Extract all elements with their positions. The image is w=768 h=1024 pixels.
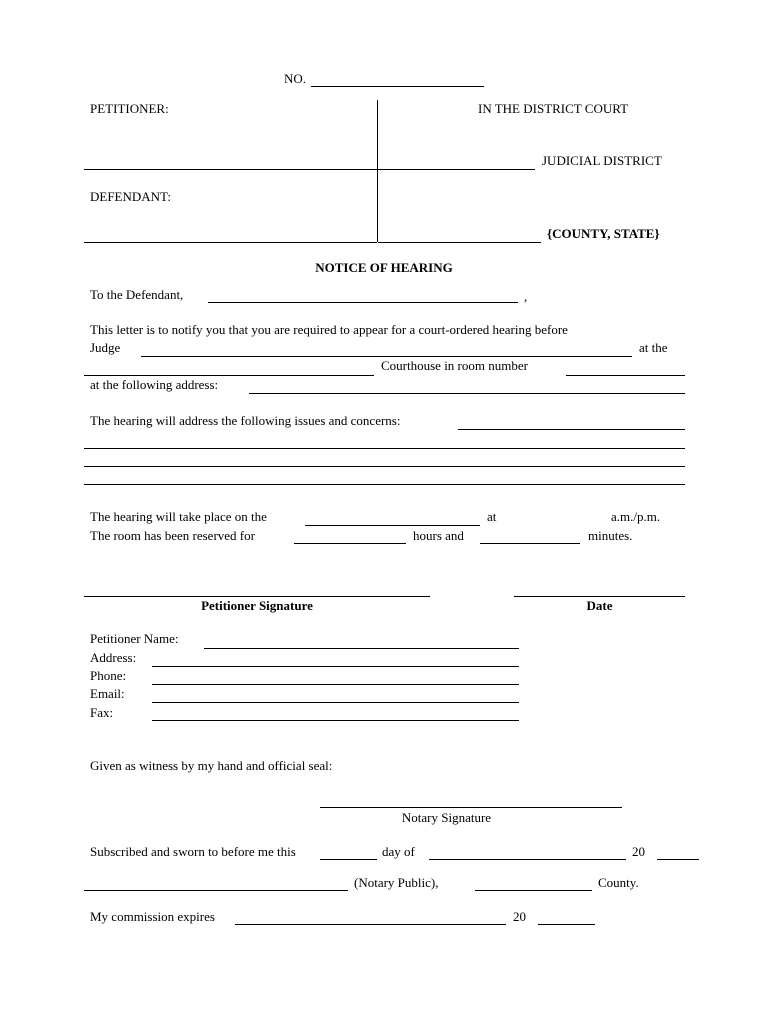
subscribed-label: Subscribed and sworn to before me this: [90, 844, 296, 859]
address-label: at the following address:: [90, 377, 219, 392]
year-field[interactable]: [657, 859, 699, 860]
petitioner-signature-field[interactable]: [84, 596, 430, 597]
ampm-label: a.m./p.m.: [611, 509, 661, 524]
case-number-label: NO.: [284, 71, 307, 86]
court-label: IN THE DISTRICT COURT: [478, 101, 629, 116]
notify-text: This letter is to notify you that you are required to appear for a court-ordered hearing before: [90, 322, 568, 337]
month-field[interactable]: [429, 859, 626, 860]
caption-divider: [377, 100, 378, 242]
courthouse-label: Courthouse in room number: [381, 358, 528, 373]
date-field[interactable]: [514, 596, 685, 597]
issues-field-2[interactable]: [84, 448, 685, 449]
day-field[interactable]: [320, 859, 377, 860]
hours-field[interactable]: [294, 543, 406, 544]
issues-field-4[interactable]: [84, 484, 685, 485]
issues-label: The hearing will address the following issues and concerns:: [90, 413, 401, 428]
document-title: NOTICE OF HEARING: [315, 260, 453, 275]
petitioner-field[interactable]: [84, 169, 377, 170]
court-address-field[interactable]: [249, 393, 685, 394]
minutes-label: minutes.: [588, 528, 633, 543]
witness-text: Given as witness by my hand and official seal:: [90, 758, 333, 773]
defendant-field[interactable]: [84, 242, 377, 243]
defendant-label: DEFENDANT:: [90, 189, 171, 204]
commission-date-field[interactable]: [235, 924, 506, 925]
commission-year-field[interactable]: [538, 924, 595, 925]
county-state-label: {COUNTY, STATE}: [547, 226, 660, 241]
room-number-field[interactable]: [566, 375, 685, 376]
issues-field-1[interactable]: [458, 429, 685, 430]
email-label: Email:: [90, 686, 125, 701]
year-prefix2-label: 20: [513, 909, 526, 924]
petitioner-name-field[interactable]: [204, 648, 519, 649]
phone-label: Phone:: [90, 668, 127, 683]
year-prefix-label: 20: [632, 844, 645, 859]
petitioner-label: PETITIONER:: [90, 101, 169, 116]
minutes-field[interactable]: [480, 543, 580, 544]
defendant-name-field[interactable]: [208, 302, 518, 303]
county-label: County.: [598, 875, 639, 890]
district-field[interactable]: [378, 169, 535, 170]
fax-field[interactable]: [152, 720, 519, 721]
judge-name-field[interactable]: [141, 356, 632, 357]
hours-label: hours and: [413, 528, 464, 543]
date-label: Date: [586, 598, 613, 613]
at-the-label: at the: [639, 340, 668, 355]
petitioner-name-label: Petitioner Name:: [90, 631, 179, 646]
hearing-date-field[interactable]: [305, 525, 480, 526]
address-info-label: Address:: [90, 650, 137, 665]
commission-label: My commission expires: [90, 909, 215, 924]
notary-signature-label: Notary Signature: [401, 810, 492, 825]
fax-label: Fax:: [90, 705, 114, 720]
at-label: at: [487, 509, 497, 524]
reserved-label: The room has been reserved for: [90, 528, 255, 543]
issues-field-3[interactable]: [84, 466, 685, 467]
email-field[interactable]: [152, 702, 519, 703]
notary-public-name-field[interactable]: [84, 890, 348, 891]
salutation-comma: ,: [524, 289, 528, 304]
district-label: JUDICIAL DISTRICT: [542, 153, 662, 168]
hearing-date-label: The hearing will take place on the: [90, 509, 267, 524]
courthouse-name-field[interactable]: [84, 375, 374, 376]
notary-public-label: (Notary Public),: [354, 875, 439, 890]
notary-county-field[interactable]: [475, 890, 592, 891]
petitioner-signature-label: Petitioner Signature: [201, 598, 313, 613]
notary-signature-field[interactable]: [320, 807, 622, 808]
judge-label: Judge: [90, 340, 121, 355]
phone-field[interactable]: [152, 684, 519, 685]
petitioner-address-field[interactable]: [152, 666, 519, 667]
day-of-label: day of: [382, 844, 415, 859]
county-field[interactable]: [378, 242, 541, 243]
case-number-field[interactable]: [311, 86, 484, 87]
salutation-text: To the Defendant,: [90, 287, 184, 302]
